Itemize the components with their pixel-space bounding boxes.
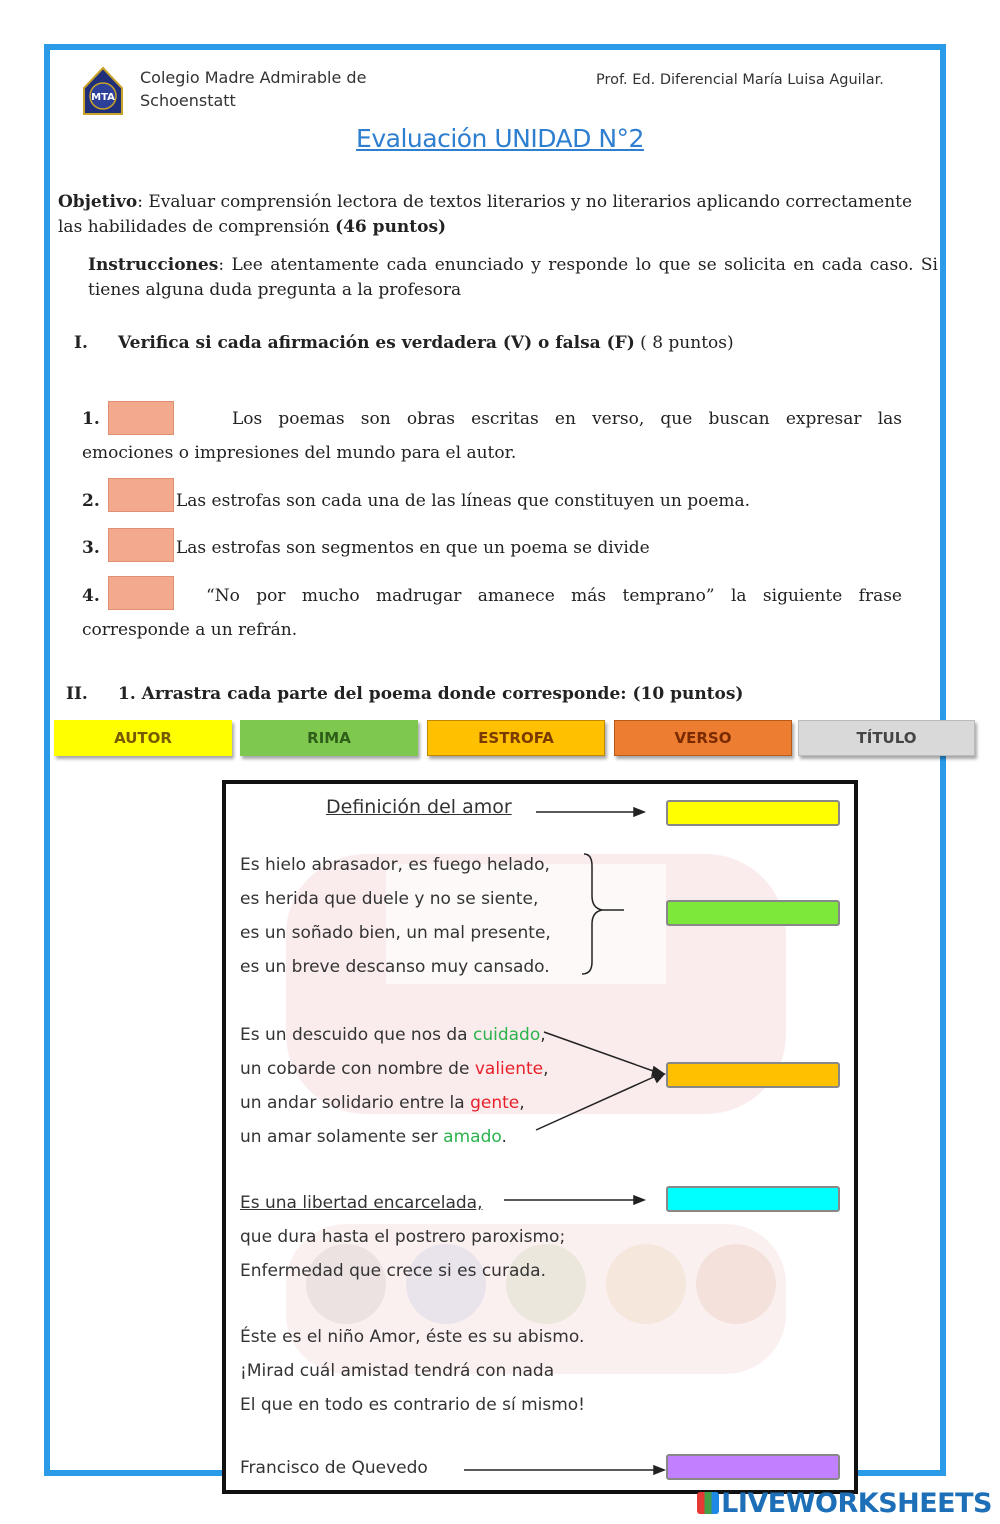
poem-line: Es una libertad encarcelada, xyxy=(240,1193,483,1213)
poem-title: Definición del amor xyxy=(326,796,512,818)
page-title: Evaluación UNIDAD N°2 xyxy=(356,124,644,153)
chip-titulo[interactable]: TÍTULO xyxy=(798,720,975,756)
answer-box-1[interactable] xyxy=(108,401,174,435)
professor-name: Prof. Ed. Diferencial María Luisa Aguilar. xyxy=(596,72,884,88)
rhyme-word: valiente xyxy=(474,1059,544,1079)
rhyme-word: cuidado xyxy=(472,1025,541,1045)
drop-target-author[interactable] xyxy=(666,1454,840,1480)
rhyme-word: amado xyxy=(443,1127,502,1147)
poem-stanza-2 xyxy=(240,1018,549,1154)
poem-line: un amar solamente ser amado. xyxy=(240,1127,507,1147)
rhyme-word: gente xyxy=(470,1093,520,1113)
question-2-number: 2. xyxy=(82,491,100,511)
school-name: Colegio Madre Admirable de Schoenstatt xyxy=(140,68,367,110)
section2-numeral: II. xyxy=(66,684,88,704)
poem-line: es un soñado bien, un mal presente, xyxy=(240,923,551,943)
objective xyxy=(58,190,938,240)
chip-rima[interactable]: RIMA xyxy=(240,720,418,756)
poem-line: El que en todo es contrario de sí mismo! xyxy=(240,1395,585,1415)
liveworksheets-logo: LIVEWORKSHEETS xyxy=(697,1488,992,1519)
poem-stanza-1 xyxy=(240,848,551,984)
answer-box-2[interactable] xyxy=(108,478,174,512)
section1-heading: Verifica si cada afirmación es verdadera (V) o falsa (F) ( 8 puntos) xyxy=(118,333,734,353)
question-4-number: 4. xyxy=(82,586,100,606)
poem-line: Éste es el niño Amor, éste es su abismo. xyxy=(240,1327,585,1347)
poem-line: Es un descuido que nos da cuidado, xyxy=(240,1025,546,1045)
question-1-number: 1. xyxy=(82,409,100,429)
question-4-text-cont: corresponde a un refrán. xyxy=(82,620,298,640)
drop-target-verse[interactable] xyxy=(666,1186,840,1212)
poem-line: Enfermedad que crece si es curada. xyxy=(240,1261,546,1281)
chip-estrofa[interactable]: ESTROFA xyxy=(427,720,605,756)
section1-numeral: I. xyxy=(74,333,88,353)
poem-line: ¡Mirad cuál amistad tendrá con nada xyxy=(240,1361,555,1381)
drop-target-title[interactable] xyxy=(666,800,840,826)
poem-stanza-3 xyxy=(240,1186,565,1288)
question-3-text: Las estrofas son segmentos en que un poema se divide xyxy=(176,538,650,558)
chip-verso[interactable]: VERSO xyxy=(614,720,792,756)
poem-stanza-4 xyxy=(240,1320,585,1422)
objective-label: Objetivo xyxy=(58,192,138,212)
drop-target-rhyme[interactable] xyxy=(666,1062,840,1088)
objective-text: : Evaluar comprensión lectora de textos literarios y no literarios aplicando correctamente las habilidades de comprensión xyxy=(58,192,913,237)
instructions-text: : Lee atentamente cada enunciado y responde lo que se solicita en cada caso. Si tienes alguna duda pregunta a la profesora xyxy=(88,255,938,300)
instructions-label: Instrucciones xyxy=(88,255,219,275)
poem-author: Francisco de Quevedo xyxy=(240,1458,428,1478)
question-4-text: “No por mucho madrugar amanece más temprano” la siguiente frase xyxy=(206,586,902,606)
question-1-text: Los poemas son obras escritas en verso, que buscan expresar las xyxy=(232,409,902,429)
poem-line: un cobarde con nombre de valiente, xyxy=(240,1059,549,1079)
answer-box-4[interactable] xyxy=(108,576,174,610)
poem-line: un andar solidario entre la gente, xyxy=(240,1093,525,1113)
liveworksheets-logo-icon xyxy=(697,1492,719,1514)
objective-points: (46 puntos) xyxy=(335,217,447,237)
school-logo-icon xyxy=(80,66,126,120)
poem-line: Es hielo abrasador, es fuego helado, xyxy=(240,855,550,875)
section2-heading: 1. Arrastra cada parte del poema donde corresponde: (10 puntos) xyxy=(118,684,744,704)
chip-autor[interactable]: AUTOR xyxy=(54,720,232,756)
poem-line: es un breve descanso muy cansado. xyxy=(240,957,550,977)
poem-line: es herida que duele y no se siente, xyxy=(240,889,539,909)
question-2-text: Las estrofas son cada una de las líneas que constituyen un poema. xyxy=(176,491,751,511)
instructions xyxy=(88,253,938,303)
poem-image xyxy=(222,780,858,1494)
answer-box-3[interactable] xyxy=(108,528,174,562)
question-1-text-cont: emociones o impresiones del mundo para el autor. xyxy=(82,443,517,463)
logo-text: MTA xyxy=(91,92,115,103)
question-3-number: 3. xyxy=(82,538,100,558)
drop-target-stanza[interactable] xyxy=(666,900,840,926)
poem-line: que dura hasta el postrero paroxismo; xyxy=(240,1227,566,1247)
